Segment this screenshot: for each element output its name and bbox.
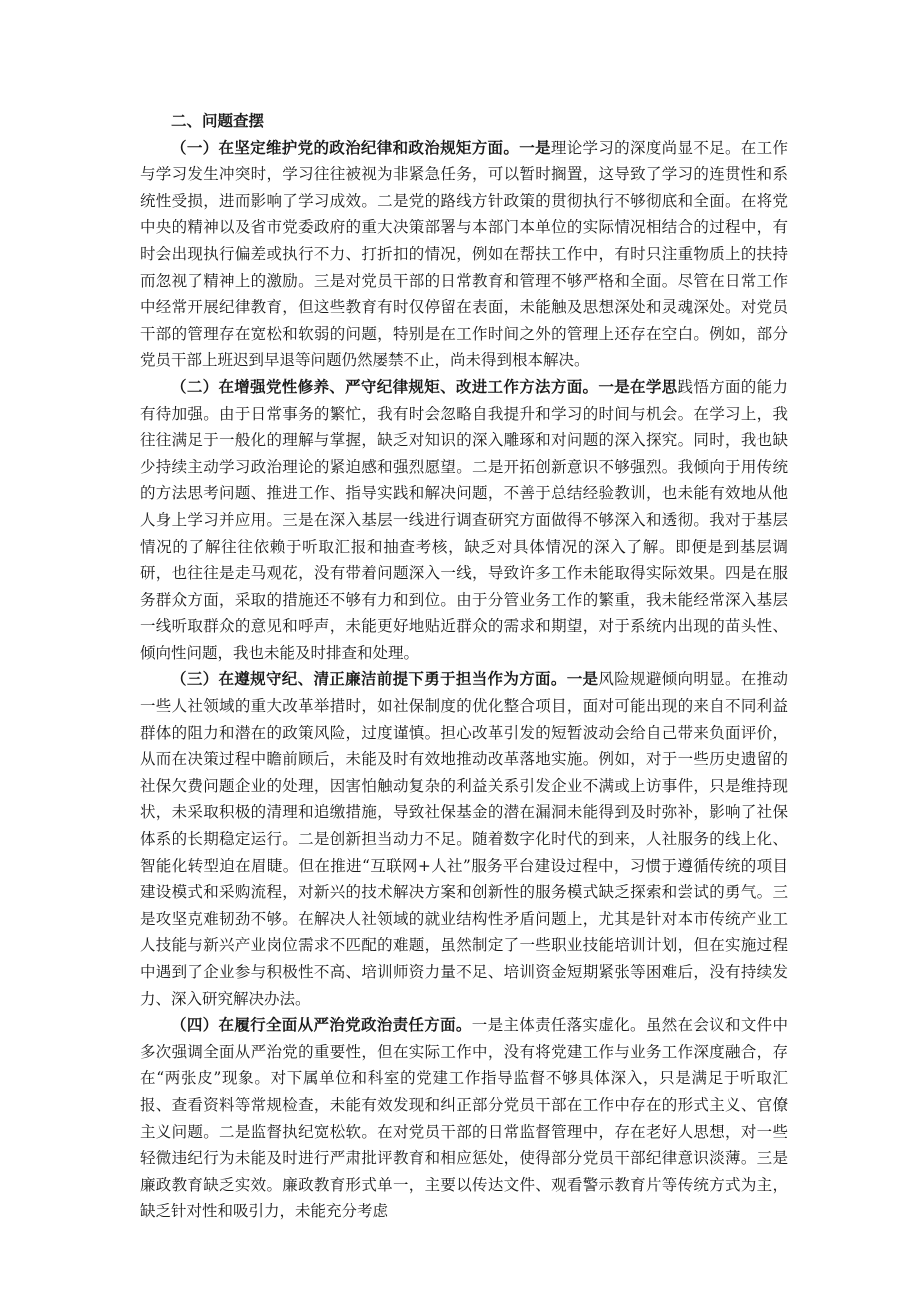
paragraph-3-body: 风险规避倾向明显。在推动一些人社领域的重大改革举措时，如社保制度的优化整合项目，面对可能出现的来自不同利益群体的阻力和潜在的政策风险，过度谨慎。担心改革引发的短暂波动会给自己带来负面评价，从而在决策过程中瞻前顾后，未能及时有效地推动改革落地实施。例如，对于一些历史遗留的社保欠费问题企业的处理，因害怕触动复杂的利益关系引发企业不满或上访事件，只是维持现状，未采取积极的清理和追缴措施，导致社保基金的潜在漏洞未能得到及时弥补，影响了社保体系的长期稳定运行。二是创新担当动力不足。随着数字化时代的到来，人社服务的线上化、智能化转型迫在眉睫。但在推进“互联网+人社”服务平台建设过程中，习惯于遵循传统的项目建设模式和采购流程，对新兴的技术解决方案和创新性的服务模式缺乏探索和尝试的勇气。三是攻坚克难韧劲不够。在解决人社领域的就业结构性矛盾问题上，尤其是针对本市传统产业工人技能与新兴产业岗位需求不匹配的难题，虽然制定了一些职业技能培训计划，但在实施过程中遇到了企业参与积极性不高、培训师资力量不足、培训资金短期紧张等困难后，没有持续发力、深入研究解决办法。 [140,670,788,1008]
paragraph-2 [140,374,788,667]
paragraph-1-lead: （一）在坚定维护党的政治纪律和政治规矩方面。 [171,137,520,157]
section-heading: 二、问题查摆 [171,111,265,130]
paragraph-1-key: 一是 [519,137,551,157]
paragraph-3-key: 一是 [566,669,599,689]
paragraph-4-body: 一是主体责任落实虚化。虽然在会议和文件中多次强调全面从严治党的重要性，但在实际工作中，没有将党建工作与业务工作深度融合，存在“两张皮”现象。对下属单位和科室的党建工作指导监督不够具体深入，只是满足于听取汇报、查看资料等常规检查，未能有效发现和纠正部分党员干部在工作中存在的形式主义、官僚主义问题。二是监督执纪宽松软。在对党员干部的日常监督管理中，存在老好人思想，对一些轻微违纪行为未能及时进行严肃批评教育和相应惩处，使得部分党员干部纪律意识淡薄。三是廉政教育缺乏实效。廉政教育形式单一，主要以传达文件、观看警示教育片等传统方式为主，缺乏针对性和吸引力，未能充分考虑 [140,1016,788,1221]
paragraph-3-lead: （三）在遵规守纪、清正廉洁前提下勇于担当作为方面。 [171,669,567,689]
paragraph-1 [140,135,788,374]
paragraph-3 [140,666,788,1012]
paragraph-2-body: 践悟方面的能力有待加强。由于日常事务的繁忙，我有时会忽略自我提升和学习的时间与机会。在学习上，我往往满足于一般化的理解与掌握，缺乏对知识的深入雕琢和对问题的深入探究。同时，我也缺少持续主动学习政治理论的紧迫感和强烈愿望。二是开拓创新意识不够强烈。我倾向于用传统的方法思考问题、推进工作、指导实践和解决问题，不善于总结经验教训，也未能有效地从他人身上学习并应用。三是在深入基层一线进行调查研究方面做得不够深入和透彻。我对于基层情况的了解往往依赖于听取汇报和抽查考核，缺乏对具体情况的深入了解。即便是到基层调研，也往往是走马观花，没有带着问题深入一线，导致许多工作未能取得实际效果。四是在服务群众方面，采取的措施还不够有力和到位。由于分管业务工作的繁重，我未能经常深入基层一线听取群众的意见和呼声，未能更好地贴近群众的需求和期望，对于系统内出现的苗头性、倾向性问题，我也未能及时排查和处理。 [140,377,788,662]
paragraph-4-lead: （四）在履行全面从严治党政治责任方面。 [171,1015,472,1035]
paragraph-1-body: 理论学习的深度尚显不足。在工作与学习发生冲突时，学习往往被视为非紧急任务，可以暂时搁置，这导致了学习的连贯性和系统性受损，进而影响了学习成效。二是党的路线方针政策的贯彻执行不够彻底和全面。在将党中央的精神以及省市党委政府的重大决策部署与本部门本单位的实际情况相结合的过程中，有时会出现执行偏差或执行不力、打折扣的情况，例如在帮扶工作中，有时只注重物质上的扶持而忽视了精神上的激励。三是对党员干部的日常教育和管理不够严格和全面。尽管在日常工作中经常开展纪律教育，但这些教育有时仅停留在表面，未能触及思想深处和灵魂深处。对党员干部的管理存在宽松和软弱的问题，特别是在工作时间之外的管理上还存在空白。例如，部分党员干部上班迟到早退等问题仍然屡禁不止，尚未得到根本解决。 [140,138,788,370]
paragraph-2-key: 一是在学思 [598,376,678,396]
paragraph-4 [140,1012,788,1225]
paragraph-2-lead: （二）在增强党性修养、严守纪律规矩、改进工作方法方面。 [171,376,599,396]
document-page [140,108,788,1225]
